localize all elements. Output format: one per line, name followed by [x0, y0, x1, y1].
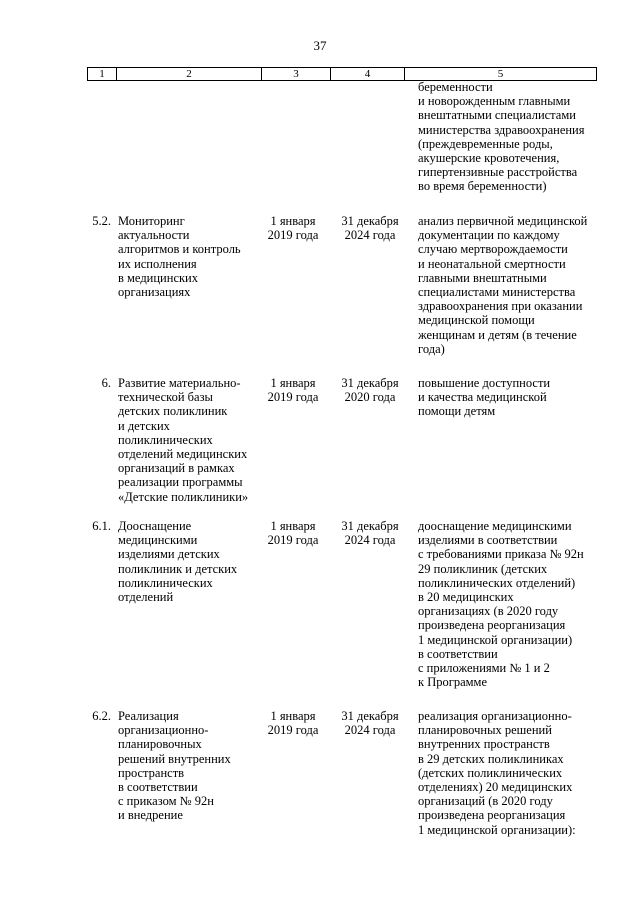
header-col-2: 2 — [117, 68, 262, 81]
row-name: Мониторинг актуальности алгоритмов и контроль их исполнения в медицинских организациях — [118, 214, 241, 300]
row-result: повышение доступности и качества медицинской помощи детям — [418, 376, 551, 419]
row-result: реализация организационно- планировочных решений внутренних пространств в 29 детских поликлиниках (детских поликлинических отделениях) 20 медицинских организаций (в 2020 году произведена реорганизация 1 медицинской организации): — [418, 709, 576, 837]
row-start-date: 1 января 2019 года — [267, 709, 319, 738]
table-header — [87, 67, 597, 81]
row-name: Развитие материально- технической базы детских поликлиник и детских поликлинических отделений медицинских организаций в рамках реализации программы «Детские поликлиники» — [118, 376, 249, 504]
row-end-date: 31 декабря 2024 года — [341, 709, 399, 738]
row-result: дооснащение медицинскими изделиями в соответствии с требованиями приказа № 92н 29 поликлиник (детских поликлинических отделений) в 20 медицинских организациях (в 2020 году произведена реорганизация 1 медицинской организации) в соответствии с приложениями № 1 и 2 к Программе — [418, 519, 584, 690]
header-row — [88, 68, 597, 81]
page-number: 37 — [313, 38, 327, 53]
row-number: 6.1. — [92, 519, 111, 533]
row-end-date: 31 декабря 2024 года — [341, 519, 399, 548]
row-name: Дооснащение медицинскими изделиями детских поликлиник и детских поликлинических отделений — [118, 519, 238, 605]
continuation-text: беременности и новорожденным главными внештатными специалистами министерства здравоохранения (преждевременные роды, акушерские кровотечения, гипертензивные расстройства во время беременности) — [418, 80, 585, 194]
row-number: 6. — [101, 376, 111, 390]
header-col-4: 4 — [331, 68, 405, 81]
row-number: 5.2. — [92, 214, 111, 228]
row-result: анализ первичной медицинской документации по каждому случаю мертворождаемости и неонатальной смертности главными внештатными специалистами министерства здравоохранения при оказании медицинской помощи женщинам и детям (в течение года) — [418, 214, 588, 356]
row-end-date: 31 декабря 2020 года — [341, 376, 399, 405]
row-start-date: 1 января 2019 года — [267, 214, 319, 243]
header-col-1: 1 — [88, 68, 117, 81]
row-start-date: 1 января 2019 года — [267, 376, 319, 405]
row-start-date: 1 января 2019 года — [267, 519, 319, 548]
header-col-5: 5 — [405, 68, 597, 81]
row-name: Реализация организационно- планировочных решений внутренних пространств в соответствии с приказом № 92н и внедрение — [118, 709, 231, 823]
header-col-3: 3 — [262, 68, 331, 81]
row-number: 6.2. — [92, 709, 111, 723]
row-end-date: 31 декабря 2024 года — [341, 214, 399, 243]
